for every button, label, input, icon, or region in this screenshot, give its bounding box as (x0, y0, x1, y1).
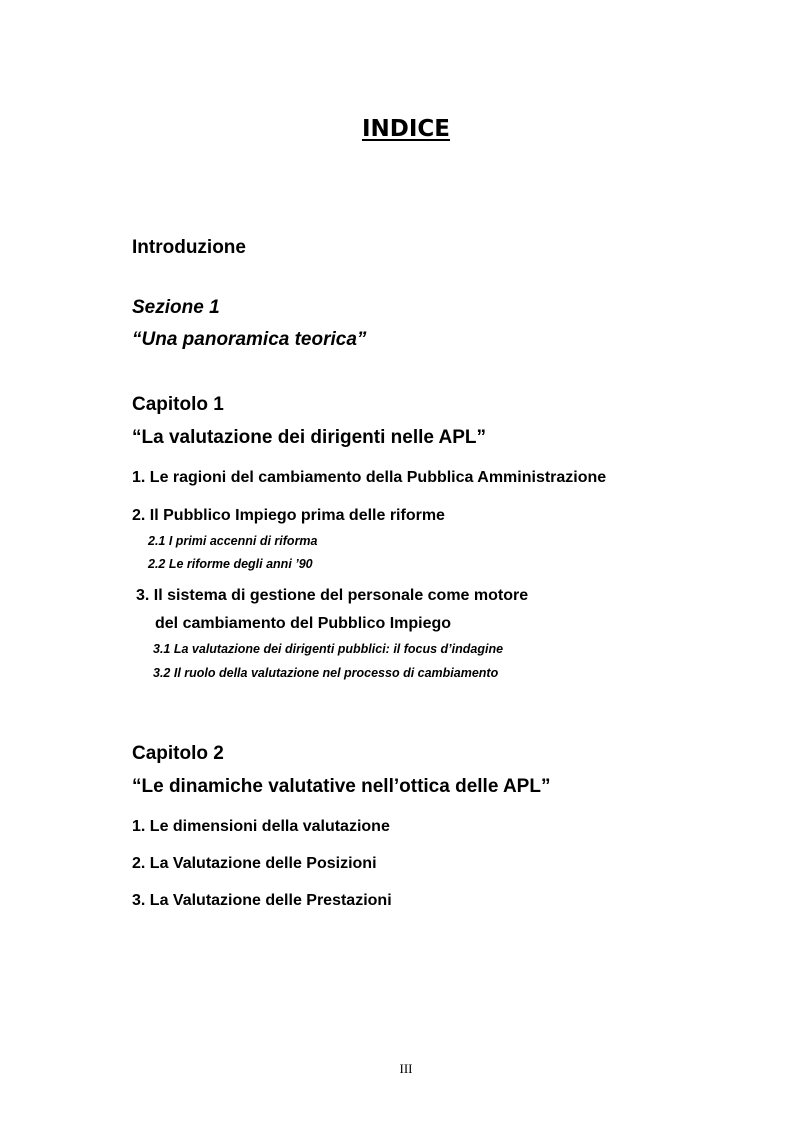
chapter1-item-1: 1. Le ragioni del cambiamento della Pubblica Amministrazione (132, 469, 607, 486)
chapter1-item-3-line1: 3. Il sistema di gestione del personale come motore (136, 587, 529, 604)
chapter2-item-3: 3. La Valutazione delle Prestazioni (132, 892, 392, 909)
section-label: Sezione 1 (132, 297, 220, 318)
chapter1-subitem-2-1: 2.1 I primi accenni di riforma (148, 534, 318, 548)
chapter1-item-2: 2. Il Pubblico Impiego prima delle riforme (132, 507, 445, 524)
chapter1-subitem-3-2: 3.2 Il ruolo della valutazione nel processo di cambiamento (153, 666, 499, 680)
chapter1-item-3-line2: del cambiamento del Pubblico Impiego (155, 615, 452, 632)
chapter2-title: “Le dinamiche valutative nell’ottica delle APL” (132, 776, 551, 797)
chapter1-title: “La valutazione dei dirigenti nelle APL” (132, 427, 487, 448)
section-subtitle: “Una panoramica teorica” (132, 329, 367, 350)
chapter2-item-1: 1. Le dimensioni della valutazione (132, 818, 390, 835)
chapter2-item-2: 2. La Valutazione delle Posizioni (132, 855, 377, 872)
page-number: III (399, 1061, 413, 1076)
chapter1-subitem-3-1: 3.1 La valutazione dei dirigenti pubblici: il focus d’indagine (153, 642, 504, 656)
chapter1-subitem-2-2: 2.2 Le riforme degli anni ’90 (148, 557, 313, 571)
page-title: INDICE (361, 116, 451, 142)
introduction-heading: Introduzione (132, 237, 246, 258)
chapter2-label: Capitolo 2 (132, 743, 224, 764)
chapter1-label: Capitolo 1 (132, 394, 224, 415)
